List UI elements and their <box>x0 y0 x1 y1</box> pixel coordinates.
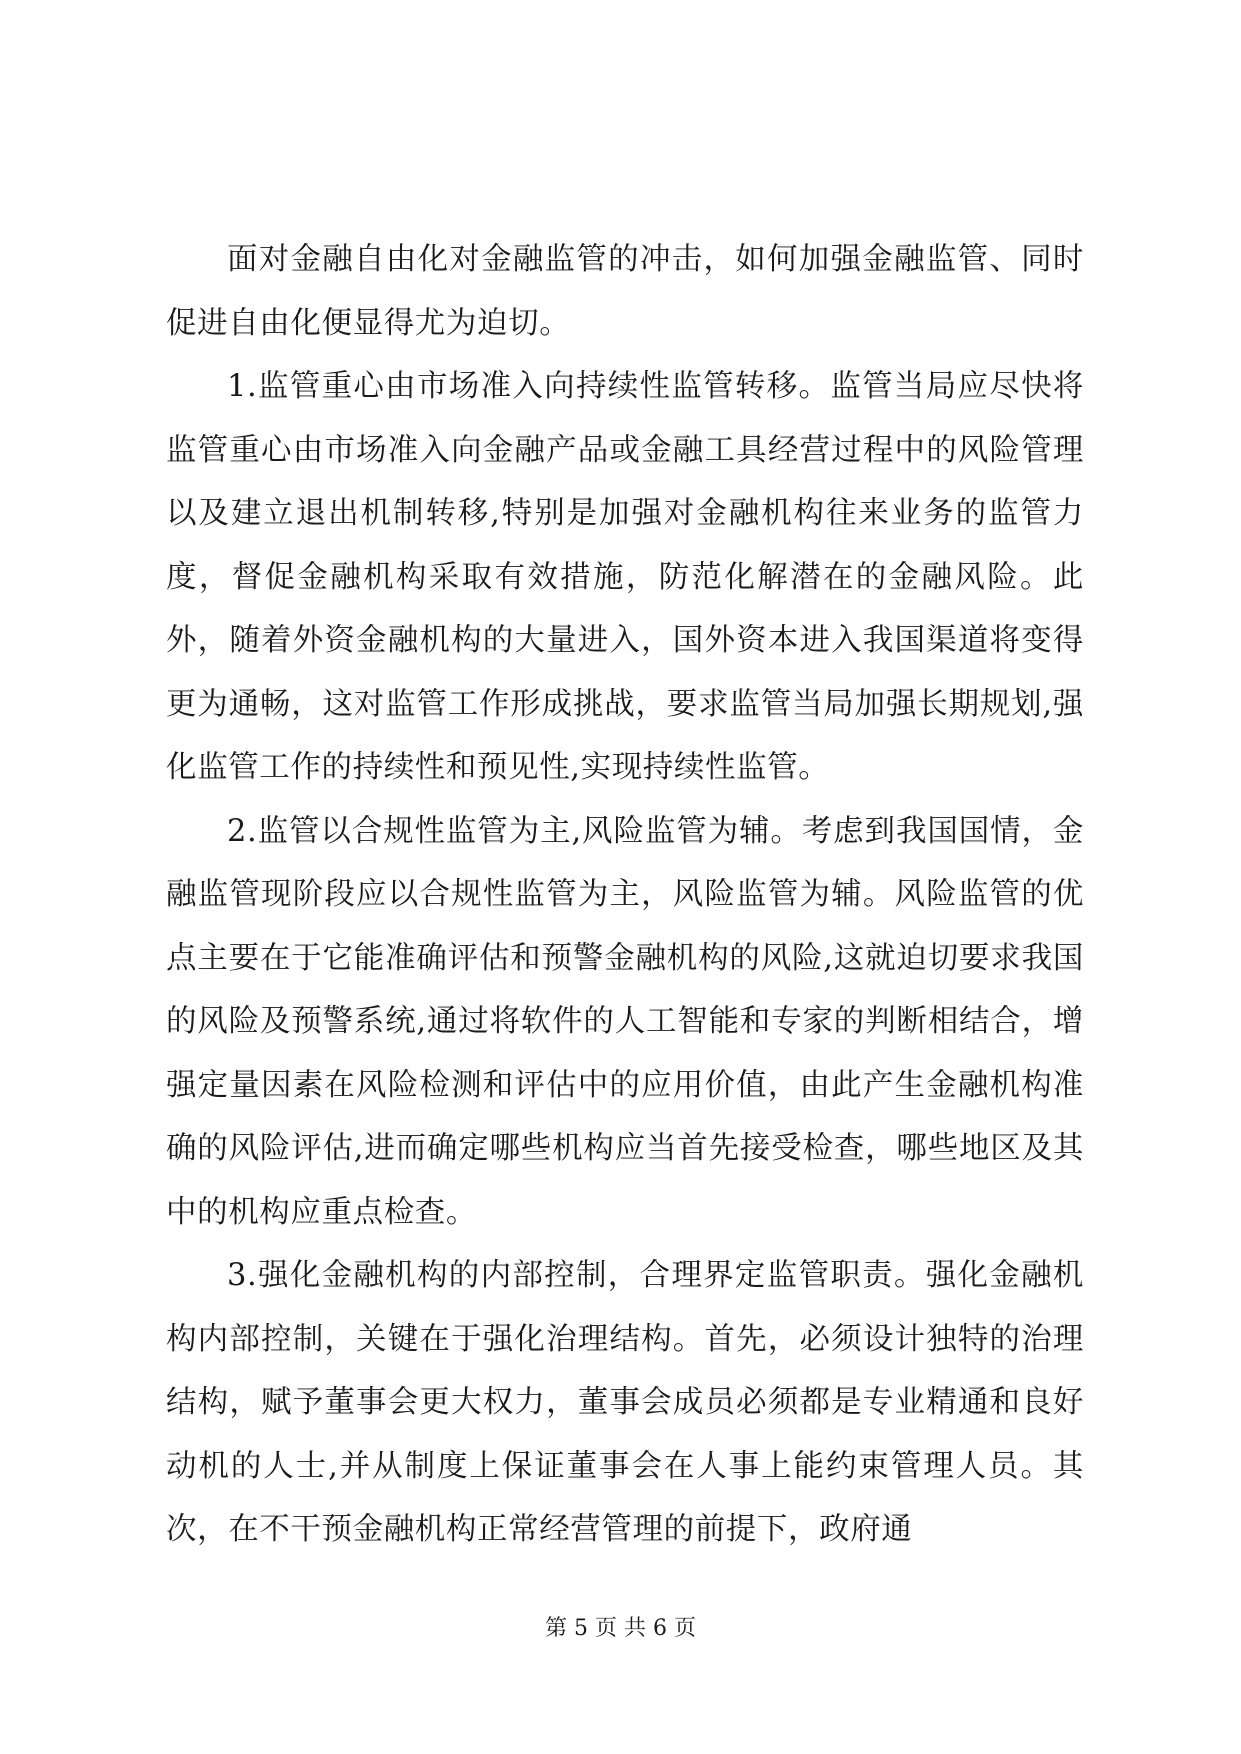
paragraph-point-1: 1.监管重心由市场准入向持续性监管转移。监管当局应尽快将监管重心由市场准入向金融产品或金融工具经营过程中的风险管理以及建立退出机制转移,特别是加强对金融机构往来业务的监管力度，督促金融机构采取有效措施，防范化解潜在的金融风险。此外，随着外资金融机构的大量进入，国外资本进入我国渠道将变得更为通畅，这对监管工作形成挑战，要求监管当局加强长期规划,强化监管工作的持续性和预见性,实现持续性监管。 <box>166 369 1084 785</box>
paragraph-intro: 面对金融自由化对金融监管的冲击，如何加强金融监管、同时促进自由化便显得尤为迫切。 <box>166 242 1084 341</box>
document-body <box>166 228 1084 1562</box>
paragraph-point-3: 3.强化金融机构的内部控制，合理界定监管职责。强化金融机构内部控制，关键在于强化治理结构。首先，必须设计独特的治理结构，赋予董事会更大权力，董事会成员必须都是专业精通和良好动机的人士,并从制度上保证董事会在人事上能约束管理人员。其次，在不干预金融机构正常经营管理的前提下，政府通 <box>166 1258 1084 1547</box>
paragraph-point-2: 2.监管以合规性监管为主,风险监管为辅。考虑到我国国情，金融监管现阶段应以合规性监管为主，风险监管为辅。风险监管的优点主要在于它能准确评估和预警金融机构的风险,这就迫切要求我国的风险及预警系统,通过将软件的人工智能和专家的判断相结合，增强定量因素在风险检测和评估中的应用价值，由此产生金融机构准确的风险评估,进而确定哪些机构应当首先接受检查，哪些地区及其中的机构应重点检查。 <box>166 813 1084 1230</box>
page-number-footer: 第 5 页 共 6 页 <box>545 1616 696 1641</box>
